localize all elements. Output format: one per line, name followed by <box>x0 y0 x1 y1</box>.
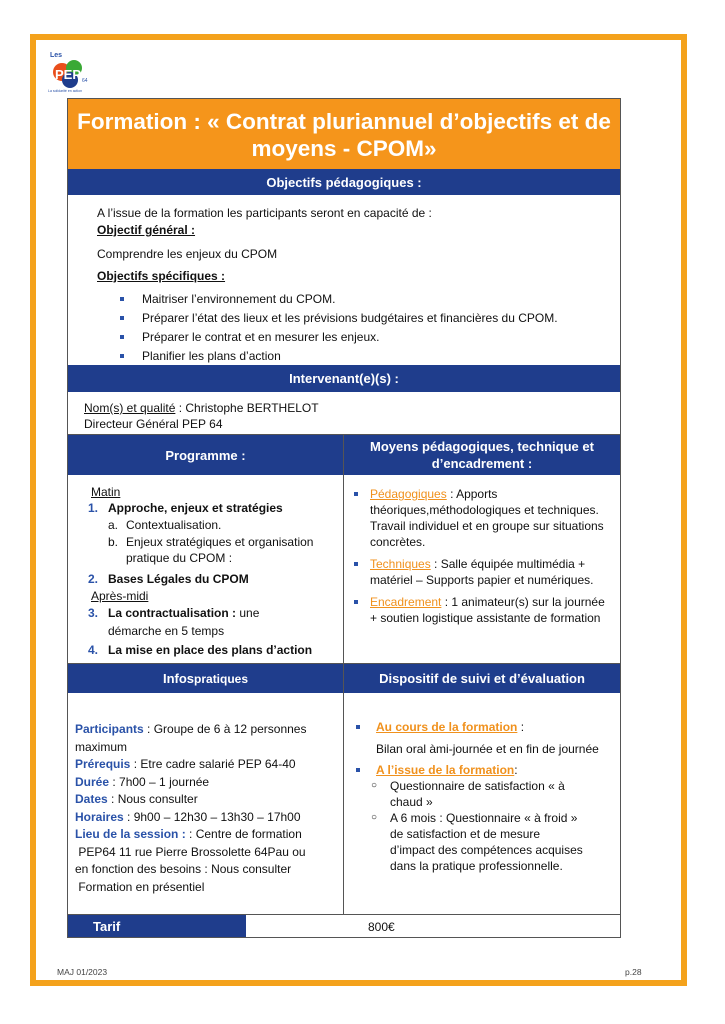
dispositif-content <box>350 719 612 874</box>
moyens-label: Techniques <box>370 557 431 571</box>
dispositif-header: Dispositif de suivi et d’évaluation <box>344 664 620 693</box>
divider <box>343 435 344 663</box>
programme-header: Programme : <box>68 435 343 475</box>
page-title: Formation : « Contrat pluriannuel d’objectifs et de moyens - CPOM» <box>68 99 620 169</box>
formation-sheet <box>67 98 621 938</box>
prerequis-label: Prérequis <box>75 757 131 771</box>
prerequis-text: : Etre cadre salarié PEP 64-40 <box>130 757 296 771</box>
moyens-label: Pédagogiques <box>370 487 447 501</box>
programme-sub-b-cont: pratique du CPOM : <box>126 551 233 565</box>
list-item <box>350 778 580 810</box>
tarif-value: 800€ <box>368 920 395 934</box>
moyens-text: : 1 animateur(s) sur la journée + soutien logistique assistante de formation <box>370 595 605 625</box>
intervenant-line <box>84 400 319 416</box>
list-item: Planifier les plans d’action <box>114 348 614 364</box>
intervenant-role: Directeur Général PEP 64 <box>84 417 223 431</box>
list-item <box>350 810 586 874</box>
footer-date: MAJ 01/2023 <box>57 967 108 977</box>
programme-item-2 <box>88 571 249 587</box>
item-title: Bases Légales du CPOM <box>108 572 249 586</box>
issue-item-text: A 6 mois : Questionnaire « à froid » de satisfaction et de mesure d’impact des compétences acquises dans la pratique professionnelle. <box>390 811 583 873</box>
item-number: 3. <box>88 606 99 620</box>
programme-sub-a <box>108 517 221 533</box>
item-title: Approche, enjeux et stratégies <box>108 501 283 515</box>
lieu-line: PEP64 11 rue Pierre Brossolette 64Pau ou <box>75 844 306 859</box>
programme-item-4 <box>88 642 312 658</box>
objectif-general-label: Objectif général : <box>97 223 196 237</box>
sub-letter: b. <box>108 535 119 549</box>
moyens-label: Encadrement <box>370 595 442 609</box>
issue-label: A l’issue de la formation <box>376 763 515 777</box>
intervenant-name: : Christophe BERTHELOT <box>175 401 319 415</box>
infos-header <box>68 664 343 693</box>
list-item: Maitriser l’environnement du CPOM. <box>114 291 614 307</box>
sub-letter: a. <box>108 518 119 532</box>
participants-label: Participants <box>75 722 144 736</box>
list-item <box>350 719 612 735</box>
logo-main-text: PEP <box>55 67 82 82</box>
item-title: La mise en place des plans d’action <box>108 643 313 657</box>
issue-colon: : <box>514 763 518 777</box>
logo-tagline: La solidarité en action <box>48 89 83 93</box>
dates-text: : Nous consulter <box>107 792 198 806</box>
list-item <box>348 556 610 588</box>
programme-apres-midi: Après-midi <box>91 589 149 603</box>
infos-header-main: Infos <box>162 671 195 686</box>
moyens-list <box>348 486 610 629</box>
tarif-label: Tarif <box>68 915 246 937</box>
cours-label: Au cours de la formation <box>376 720 518 734</box>
bullet-icon <box>356 725 360 729</box>
pep-logo <box>46 48 94 102</box>
infos-content <box>75 721 337 896</box>
horaires-label: Horaires <box>75 809 124 824</box>
circle-bullet-icon: ○ <box>371 780 378 791</box>
objectifs-header: Objectifs pédagogiques : <box>68 169 620 195</box>
lieu-text: : Centre de formation <box>189 827 302 841</box>
list-item <box>350 762 612 778</box>
lieu-label: Lieu de la session : <box>75 827 190 841</box>
programme-sub-b <box>108 534 313 550</box>
objectifs-intro: A l’issue de la formation les participants seront en capacité de : <box>97 206 432 220</box>
item-rest: une <box>236 606 260 620</box>
item-number: 2. <box>88 572 99 586</box>
sub-text: Contextualisation. <box>126 518 222 532</box>
list-item: Préparer l’état des lieux et les prévisions budgétaires et financières du CPOM. <box>114 310 614 326</box>
objectif-general-text: Comprendre les enjeux du CPOM <box>97 247 278 261</box>
logo-top-text: Les <box>50 52 63 59</box>
infos-header-small: pratiques <box>194 671 249 686</box>
circle-bullet-icon: ○ <box>371 812 378 823</box>
lieu-line: Formation en présentiel <box>75 879 205 894</box>
cours-text: Bilan oral àmi-journée et en fin de journée <box>376 742 599 756</box>
bullet-icon <box>356 768 360 772</box>
list-item <box>348 486 610 550</box>
issue-item-text: Questionnaire de satisfaction « à chaud » <box>390 779 565 809</box>
intervenant-header: Intervenant(e)(s) : <box>68 365 620 392</box>
participants-text: : Groupe de 6 à 12 personnes maximum <box>75 722 307 754</box>
divider <box>343 664 344 915</box>
list-item <box>348 594 610 626</box>
objectifs-specifiques-label: Objectifs spécifiques : <box>97 269 226 283</box>
objectifs-specifiques-list <box>114 291 614 367</box>
logo-number: 64 <box>82 78 88 84</box>
intervenant-label: Nom(s) et qualité <box>84 401 176 415</box>
moyens-text: : Apports théoriques,méthodologiques et techniques. Travail individuel et en groupe sur situations concrètes. <box>370 487 604 549</box>
duree-text: : 7h00 – 1 journée <box>109 774 210 789</box>
programme-item-3 <box>88 605 259 621</box>
programme-item-1 <box>88 500 283 516</box>
list-item: Préparer le contrat et en mesurer les enjeux. <box>114 329 614 345</box>
moyens-header: Moyens pédagogiques, technique et d’encadrement : <box>344 435 620 475</box>
item-number: 4. <box>88 643 99 657</box>
cours-colon: : <box>517 720 525 734</box>
item-number: 1. <box>88 501 99 515</box>
duree-label: Durée <box>75 774 110 789</box>
lieu-line: en fonction des besoins : Nous consulter <box>75 862 292 876</box>
sub-text: Enjeux stratégiques et organisation <box>126 535 314 549</box>
item-title: La contractualisation : <box>108 606 237 620</box>
programme-item-3-cont: démarche en 5 temps <box>108 624 225 638</box>
horaires-text: : 9h00 – 12h30 – 13h30 – 17h00 <box>123 809 301 824</box>
footer-page: p.28 <box>625 967 642 977</box>
dates-label: Dates <box>75 792 108 806</box>
moyens-text: : Salle équipée multimédia + matériel – Supports papier et numériques. <box>370 557 594 587</box>
programme-matin: Matin <box>91 485 121 499</box>
